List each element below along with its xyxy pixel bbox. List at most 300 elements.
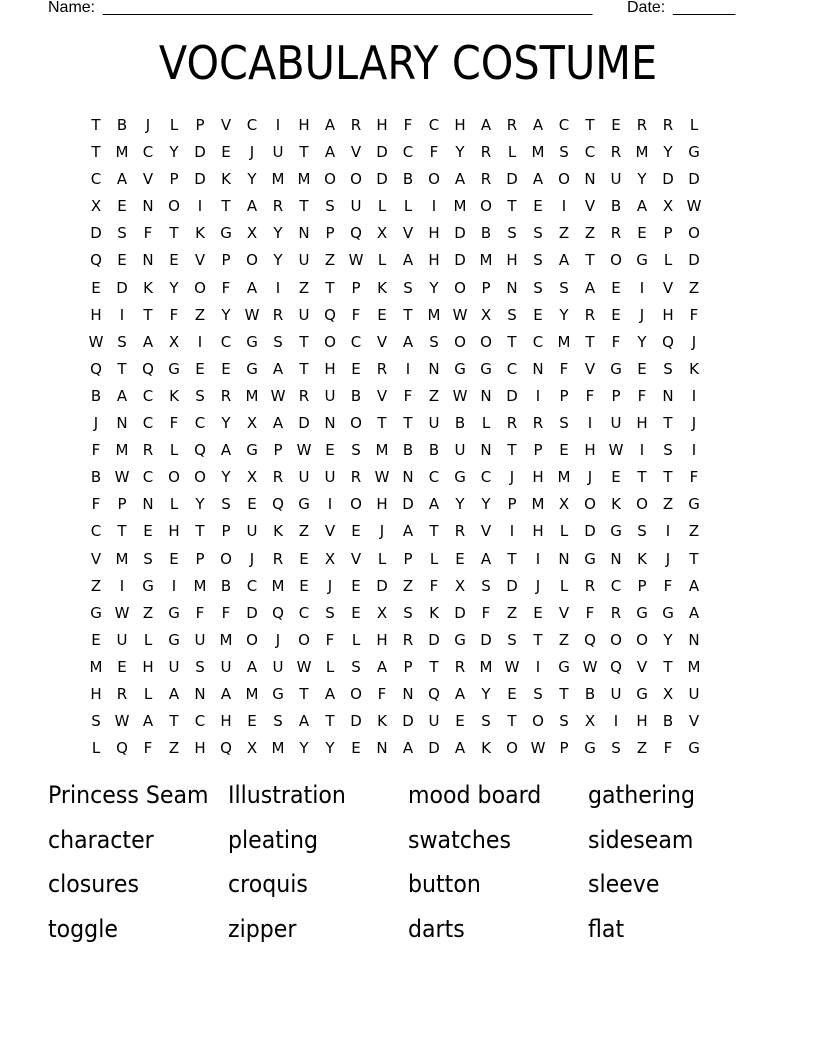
grid-letter[interactable]: G	[168, 603, 180, 622]
grid-letter[interactable]: G	[246, 359, 258, 378]
grid-letter[interactable]: O	[558, 170, 570, 189]
grid-letter[interactable]: F	[481, 603, 491, 622]
grid-letter[interactable]: C	[298, 603, 310, 622]
grid-letter[interactable]: N	[142, 495, 154, 514]
grid-letter[interactable]: A	[688, 576, 700, 595]
grid-letter[interactable]: U	[454, 441, 466, 460]
grid-letter[interactable]: P	[221, 251, 231, 270]
grid-letter[interactable]: E	[455, 712, 465, 731]
grid-letter[interactable]: T	[299, 684, 309, 703]
grid-letter[interactable]: C	[558, 116, 570, 134]
grid-letter[interactable]: M	[687, 657, 701, 676]
grid-letter[interactable]: R	[584, 305, 596, 324]
grid-letter[interactable]: C	[610, 576, 622, 595]
grid-letter[interactable]: V	[402, 224, 414, 243]
grid-letter[interactable]: M	[115, 549, 129, 568]
grid-letter[interactable]: T	[299, 197, 309, 216]
grid-letter[interactable]: K	[221, 170, 231, 189]
grid-letter[interactable]: M	[245, 684, 259, 703]
grid-letter[interactable]: Y	[663, 143, 673, 162]
grid-letter[interactable]: E	[117, 197, 127, 216]
grid-letter[interactable]: X	[246, 414, 258, 433]
grid-letter[interactable]: A	[246, 657, 258, 676]
grid-letter[interactable]: J	[327, 576, 333, 595]
grid-letter[interactable]: B	[116, 116, 128, 134]
grid-letter[interactable]: F	[351, 305, 361, 324]
grid-letter[interactable]: N	[506, 278, 518, 297]
grid-letter[interactable]: A	[220, 684, 232, 703]
grid-letter[interactable]: X	[558, 495, 570, 514]
grid-letter[interactable]: F	[143, 739, 153, 758]
grid-letter[interactable]: Y	[559, 305, 569, 324]
grid-letter[interactable]: E	[169, 549, 179, 568]
grid-letter[interactable]: A	[402, 332, 414, 351]
grid-letter[interactable]: Y	[455, 495, 465, 514]
grid-letter[interactable]: Q	[142, 359, 154, 378]
grid-letter[interactable]: N	[480, 441, 492, 460]
grid-letter[interactable]: M	[479, 251, 493, 270]
grid-letter[interactable]: Q	[610, 657, 622, 676]
grid-letter[interactable]: H	[584, 441, 596, 460]
grid-letter[interactable]: R	[298, 386, 310, 405]
grid-letter[interactable]: L	[377, 197, 387, 216]
grid-letter[interactable]: A	[246, 197, 258, 216]
grid-letter[interactable]: R	[142, 441, 154, 460]
grid-letter[interactable]: G	[480, 359, 492, 378]
grid-letter[interactable]: G	[636, 603, 648, 622]
grid-letter[interactable]: B	[454, 414, 466, 433]
grid-letter[interactable]: G	[584, 549, 596, 568]
grid-letter[interactable]: G	[454, 359, 466, 378]
grid-letter[interactable]: M	[219, 630, 233, 649]
grid-letter[interactable]: I	[691, 386, 697, 405]
grid-letter[interactable]: U	[220, 657, 232, 676]
grid-letter[interactable]: C	[506, 359, 518, 378]
grid-letter[interactable]: O	[246, 251, 258, 270]
grid-letter[interactable]: T	[637, 468, 647, 487]
grid-letter[interactable]: G	[142, 576, 154, 595]
grid-letter[interactable]: G	[636, 684, 648, 703]
grid-letter[interactable]: P	[221, 522, 231, 541]
grid-letter[interactable]: S	[117, 224, 127, 243]
grid-letter[interactable]: J	[665, 549, 671, 568]
grid-letter[interactable]: E	[637, 224, 647, 243]
grid-letter[interactable]: T	[585, 251, 595, 270]
grid-letter[interactable]: W	[296, 657, 312, 676]
grid-letter[interactable]: A	[272, 414, 284, 433]
grid-letter[interactable]: G	[454, 468, 466, 487]
grid-letter[interactable]: S	[481, 712, 491, 731]
grid-letter[interactable]: N	[402, 468, 414, 487]
grid-letter[interactable]: K	[273, 522, 283, 541]
grid-letter[interactable]: S	[351, 657, 361, 676]
grid-letter[interactable]: M	[531, 143, 545, 162]
grid-letter[interactable]: V	[558, 603, 570, 622]
grid-letter[interactable]: T	[403, 414, 413, 433]
grid-letter[interactable]: S	[403, 603, 413, 622]
grid-letter[interactable]: Z	[558, 630, 570, 649]
grid-letter[interactable]: S	[533, 224, 543, 243]
grid-letter[interactable]: D	[454, 251, 466, 270]
grid-letter[interactable]: R	[272, 468, 284, 487]
grid-letter[interactable]: M	[557, 468, 571, 487]
grid-letter[interactable]: Z	[584, 224, 596, 243]
grid-letter[interactable]: G	[636, 251, 648, 270]
grid-letter[interactable]: K	[169, 386, 179, 405]
grid-letter[interactable]: A	[168, 684, 180, 703]
grid-letter[interactable]: X	[324, 549, 336, 568]
grid-letter[interactable]: D	[298, 414, 310, 433]
grid-letter[interactable]: S	[273, 712, 283, 731]
grid-letter[interactable]: T	[507, 549, 517, 568]
grid-letter[interactable]: L	[689, 116, 699, 134]
grid-letter[interactable]: N	[662, 386, 674, 405]
grid-letter[interactable]: I	[535, 386, 541, 405]
grid-letter[interactable]: C	[532, 332, 544, 351]
grid-letter[interactable]: Z	[298, 522, 310, 541]
grid-letter[interactable]: A	[532, 116, 544, 134]
grid-letter[interactable]: F	[663, 576, 673, 595]
grid-letter[interactable]: S	[637, 522, 647, 541]
grid-letter[interactable]: L	[169, 495, 179, 514]
grid-letter[interactable]: K	[143, 278, 153, 297]
grid-letter[interactable]: F	[585, 386, 595, 405]
grid-letter[interactable]: R	[532, 414, 544, 433]
grid-letter[interactable]: C	[90, 170, 102, 189]
grid-letter[interactable]: Y	[169, 143, 179, 162]
grid-letter[interactable]: S	[195, 386, 205, 405]
grid-letter[interactable]: C	[350, 332, 362, 351]
grid-letter[interactable]: W	[114, 603, 130, 622]
grid-letter[interactable]: Z	[90, 576, 102, 595]
grid-letter[interactable]: T	[663, 657, 673, 676]
grid-letter[interactable]: I	[119, 576, 125, 595]
grid-letter[interactable]: E	[299, 576, 309, 595]
grid-letter[interactable]: H	[376, 495, 388, 514]
grid-letter[interactable]: E	[611, 116, 621, 134]
grid-letter[interactable]: F	[637, 386, 647, 405]
grid-letter[interactable]: F	[91, 495, 101, 514]
grid-letter[interactable]: S	[273, 332, 283, 351]
grid-letter[interactable]: G	[168, 630, 180, 649]
grid-letter[interactable]: D	[506, 170, 518, 189]
grid-letter[interactable]: F	[143, 224, 153, 243]
grid-letter[interactable]: Z	[142, 603, 154, 622]
grid-letter[interactable]: S	[325, 197, 335, 216]
grid-letter[interactable]: F	[559, 359, 569, 378]
grid-letter[interactable]: S	[507, 224, 517, 243]
grid-letter[interactable]: E	[117, 251, 127, 270]
grid-letter[interactable]: H	[428, 224, 440, 243]
grid-letter[interactable]: K	[481, 739, 491, 758]
grid-letter[interactable]: A	[246, 278, 258, 297]
grid-letter[interactable]: T	[507, 197, 517, 216]
grid-letter[interactable]: D	[428, 739, 440, 758]
grid-letter[interactable]: P	[403, 657, 413, 676]
grid-letter[interactable]: R	[636, 116, 648, 134]
grid-letter[interactable]: W	[504, 657, 520, 676]
grid-letter[interactable]: E	[559, 441, 569, 460]
grid-letter[interactable]: E	[351, 603, 361, 622]
grid-letter[interactable]: V	[636, 657, 648, 676]
grid-letter[interactable]: A	[220, 441, 232, 460]
grid-letter[interactable]: A	[402, 522, 414, 541]
grid-letter[interactable]: F	[429, 143, 439, 162]
grid-letter[interactable]: P	[611, 386, 621, 405]
grid-letter[interactable]: X	[376, 603, 388, 622]
grid-letter[interactable]: Q	[350, 224, 362, 243]
grid-letter[interactable]: M	[193, 576, 207, 595]
grid-letter[interactable]: F	[169, 414, 179, 433]
grid-letter[interactable]: D	[246, 603, 258, 622]
grid-letter[interactable]: J	[93, 414, 99, 433]
grid-letter[interactable]: O	[584, 495, 596, 514]
grid-letter[interactable]: S	[91, 712, 101, 731]
grid-letter[interactable]: T	[91, 143, 101, 162]
grid-letter[interactable]: U	[116, 630, 128, 649]
grid-letter[interactable]: G	[298, 495, 310, 514]
grid-letter[interactable]: M	[557, 332, 571, 351]
grid-letter[interactable]: O	[428, 170, 440, 189]
grid-letter[interactable]: A	[116, 386, 128, 405]
grid-letter[interactable]: J	[249, 549, 255, 568]
grid-letter[interactable]: N	[142, 251, 154, 270]
grid-letter[interactable]: V	[584, 359, 596, 378]
grid-letter[interactable]: C	[246, 116, 258, 134]
grid-letter[interactable]: T	[429, 657, 439, 676]
grid-letter[interactable]: H	[220, 712, 232, 731]
grid-letter[interactable]: I	[405, 359, 411, 378]
grid-letter[interactable]: W	[374, 468, 390, 487]
grid-letter[interactable]: T	[325, 712, 335, 731]
grid-letter[interactable]: N	[116, 414, 128, 433]
grid-letter[interactable]: T	[299, 143, 309, 162]
grid-letter[interactable]: F	[689, 305, 699, 324]
grid-letter[interactable]: Y	[195, 495, 205, 514]
grid-letter[interactable]: D	[584, 522, 596, 541]
grid-letter[interactable]: X	[168, 332, 180, 351]
grid-letter[interactable]: U	[428, 414, 440, 433]
grid-letter[interactable]: D	[480, 630, 492, 649]
grid-letter[interactable]: H	[506, 251, 518, 270]
grid-letter[interactable]: O	[350, 495, 362, 514]
grid-letter[interactable]: U	[350, 197, 362, 216]
grid-letter[interactable]: E	[325, 441, 335, 460]
grid-letter[interactable]: A	[324, 143, 336, 162]
grid-letter[interactable]: S	[351, 441, 361, 460]
grid-letter[interactable]: D	[194, 170, 206, 189]
grid-letter[interactable]: B	[220, 576, 232, 595]
grid-letter[interactable]: C	[142, 143, 154, 162]
grid-letter[interactable]: F	[403, 116, 413, 134]
grid-letter[interactable]: N	[376, 739, 388, 758]
grid-letter[interactable]: E	[611, 305, 621, 324]
grid-letter[interactable]: X	[246, 468, 258, 487]
name-blank-line[interactable]: _______________________________________________________	[103, 0, 593, 16]
grid-letter[interactable]: S	[533, 251, 543, 270]
grid-letter[interactable]: Q	[194, 441, 206, 460]
grid-letter[interactable]: E	[195, 359, 205, 378]
grid-letter[interactable]: R	[610, 143, 622, 162]
grid-letter[interactable]: P	[351, 278, 361, 297]
grid-letter[interactable]: T	[507, 712, 517, 731]
grid-letter[interactable]: X	[454, 576, 466, 595]
grid-letter[interactable]: T	[299, 332, 309, 351]
grid-letter[interactable]: Y	[221, 305, 231, 324]
grid-letter[interactable]: R	[454, 657, 466, 676]
grid-letter[interactable]: M	[427, 305, 441, 324]
grid-letter[interactable]: L	[507, 143, 517, 162]
grid-letter[interactable]: E	[143, 522, 153, 541]
grid-letter[interactable]: Z	[298, 278, 310, 297]
grid-letter[interactable]: S	[117, 332, 127, 351]
grid-letter[interactable]: M	[635, 143, 649, 162]
grid-letter[interactable]: P	[273, 441, 283, 460]
grid-letter[interactable]: N	[324, 414, 336, 433]
grid-letter[interactable]: A	[116, 170, 128, 189]
grid-letter[interactable]: R	[584, 576, 596, 595]
grid-letter[interactable]: E	[91, 630, 101, 649]
grid-letter[interactable]: A	[324, 684, 336, 703]
grid-letter[interactable]: A	[376, 657, 388, 676]
grid-letter[interactable]: C	[584, 143, 596, 162]
grid-letter[interactable]: N	[428, 359, 440, 378]
grid-letter[interactable]: B	[662, 712, 674, 731]
grid-letter[interactable]: Z	[506, 603, 518, 622]
grid-letter[interactable]: S	[403, 278, 413, 297]
grid-letter[interactable]: G	[168, 359, 180, 378]
grid-letter[interactable]: E	[533, 197, 543, 216]
grid-letter[interactable]: I	[197, 332, 203, 351]
grid-letter[interactable]: C	[194, 414, 206, 433]
grid-letter[interactable]: L	[403, 197, 413, 216]
grid-letter[interactable]: P	[195, 549, 205, 568]
grid-letter[interactable]: T	[559, 684, 569, 703]
grid-letter[interactable]: D	[688, 170, 700, 189]
grid-letter[interactable]: S	[559, 414, 569, 433]
grid-letter[interactable]: U	[688, 684, 700, 703]
grid-letter[interactable]: F	[221, 278, 231, 297]
grid-letter[interactable]: M	[453, 197, 467, 216]
grid-letter[interactable]: W	[686, 197, 702, 216]
grid-letter[interactable]: T	[221, 197, 231, 216]
grid-letter[interactable]: V	[350, 143, 362, 162]
grid-letter[interactable]: E	[169, 251, 179, 270]
grid-letter[interactable]: R	[506, 414, 518, 433]
grid-letter[interactable]: M	[271, 170, 285, 189]
grid-letter[interactable]: W	[608, 441, 624, 460]
grid-letter[interactable]: V	[220, 116, 232, 134]
grid-letter[interactable]: S	[559, 143, 569, 162]
grid-letter[interactable]: Y	[481, 684, 491, 703]
grid-letter[interactable]: M	[115, 441, 129, 460]
grid-letter[interactable]: O	[350, 170, 362, 189]
grid-letter[interactable]: D	[376, 576, 388, 595]
grid-letter[interactable]: D	[376, 143, 388, 162]
grid-letter[interactable]: D	[454, 224, 466, 243]
grid-letter[interactable]: Z	[428, 386, 440, 405]
grid-letter[interactable]: H	[636, 712, 648, 731]
grid-letter[interactable]: D	[506, 386, 518, 405]
grid-letter[interactable]: R	[220, 386, 232, 405]
grid-letter[interactable]: G	[662, 603, 674, 622]
grid-letter[interactable]: L	[377, 251, 387, 270]
grid-letter[interactable]: D	[350, 712, 362, 731]
grid-letter[interactable]: K	[637, 549, 647, 568]
grid-letter[interactable]: O	[506, 739, 518, 758]
grid-letter[interactable]: U	[298, 468, 310, 487]
grid-letter[interactable]: S	[325, 603, 335, 622]
grid-letter[interactable]: O	[610, 251, 622, 270]
grid-letter[interactable]: C	[220, 332, 232, 351]
grid-letter[interactable]: W	[88, 332, 104, 351]
grid-letter[interactable]: T	[585, 332, 595, 351]
grid-letter[interactable]: G	[220, 224, 232, 243]
grid-letter[interactable]: W	[114, 712, 130, 731]
grid-letter[interactable]: P	[403, 549, 413, 568]
grid-letter[interactable]: B	[610, 197, 622, 216]
grid-letter[interactable]: V	[662, 278, 674, 297]
grid-letter[interactable]: H	[142, 657, 154, 676]
grid-letter[interactable]: U	[610, 414, 622, 433]
grid-letter[interactable]: P	[637, 576, 647, 595]
grid-letter[interactable]: A	[454, 739, 466, 758]
grid-letter[interactable]: Y	[273, 251, 283, 270]
grid-letter[interactable]: T	[533, 630, 543, 649]
grid-letter[interactable]: P	[325, 224, 335, 243]
grid-letter[interactable]: X	[662, 684, 674, 703]
grid-letter[interactable]: E	[91, 278, 101, 297]
grid-letter[interactable]: Q	[90, 251, 102, 270]
grid-letter[interactable]: D	[402, 712, 414, 731]
grid-letter[interactable]: J	[509, 468, 515, 487]
grid-letter[interactable]: O	[194, 278, 206, 297]
grid-letter[interactable]: Q	[428, 684, 440, 703]
grid-letter[interactable]: M	[115, 143, 129, 162]
grid-letter[interactable]: W	[530, 739, 546, 758]
grid-letter[interactable]: A	[688, 603, 700, 622]
grid-letter[interactable]: O	[688, 224, 700, 243]
grid-letter[interactable]: Q	[116, 739, 128, 758]
grid-letter[interactable]: C	[402, 143, 414, 162]
grid-letter[interactable]: Y	[169, 278, 179, 297]
grid-letter[interactable]: A	[298, 712, 310, 731]
grid-letter[interactable]: H	[454, 116, 466, 134]
grid-letter[interactable]: O	[636, 630, 648, 649]
grid-letter[interactable]: R	[662, 116, 674, 134]
grid-letter[interactable]: L	[351, 630, 361, 649]
grid-letter[interactable]: E	[299, 549, 309, 568]
grid-letter[interactable]: N	[688, 630, 700, 649]
grid-letter[interactable]: D	[376, 170, 388, 189]
grid-letter[interactable]: T	[403, 305, 413, 324]
grid-letter[interactable]: Q	[272, 495, 284, 514]
grid-letter[interactable]: Z	[688, 278, 700, 297]
grid-letter[interactable]: T	[299, 359, 309, 378]
grid-letter[interactable]: N	[298, 224, 310, 243]
grid-letter[interactable]: S	[429, 332, 439, 351]
grid-letter[interactable]: W	[582, 657, 598, 676]
grid-letter[interactable]: S	[481, 576, 491, 595]
grid-letter[interactable]: R	[272, 305, 284, 324]
grid-letter[interactable]: L	[325, 657, 335, 676]
grid-letter[interactable]: R	[610, 224, 622, 243]
grid-letter[interactable]: P	[663, 224, 673, 243]
grid-letter[interactable]: G	[558, 657, 570, 676]
grid-letter[interactable]: Y	[637, 170, 647, 189]
grid-letter[interactable]: B	[90, 386, 102, 405]
grid-letter[interactable]: O	[168, 197, 180, 216]
